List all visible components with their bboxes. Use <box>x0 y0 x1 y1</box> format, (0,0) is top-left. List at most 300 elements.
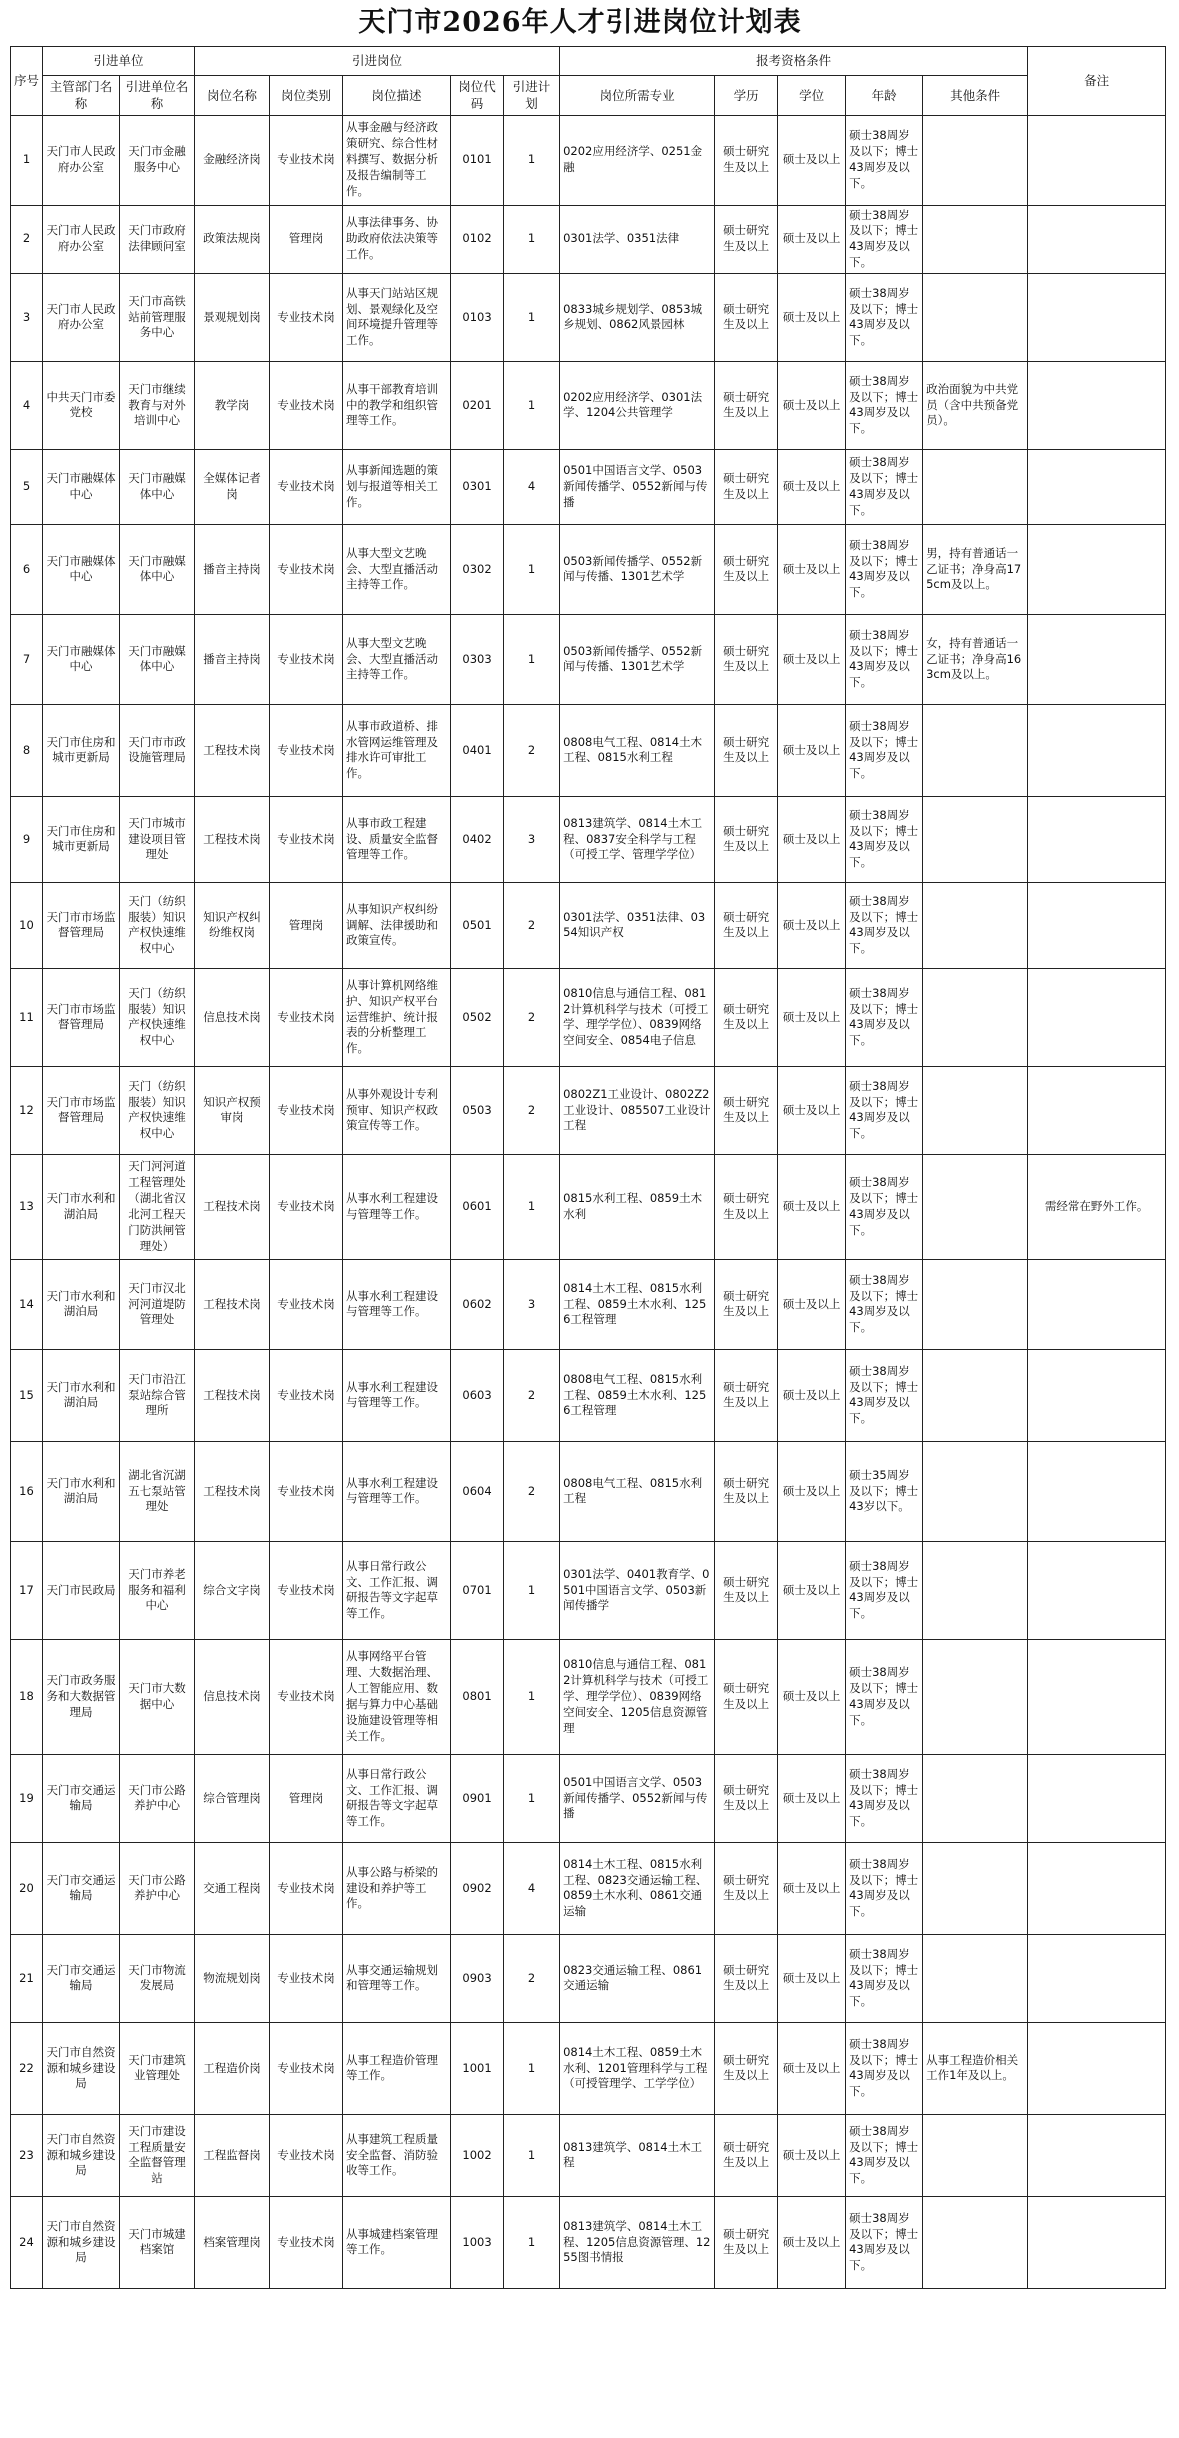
cell-seq: 14 <box>11 1259 43 1349</box>
cell-post-code: 1003 <box>451 2196 504 2288</box>
cell-post-desc: 从事水利工程建设与管理等工作。 <box>343 1259 451 1349</box>
table-row <box>11 1934 1166 2022</box>
cell-dept: 天门市住房和城市更新局 <box>43 704 120 796</box>
cell-dept: 天门市自然资源和城乡建设局 <box>43 2114 120 2196</box>
cell-dept: 天门市市场监督管理局 <box>43 882 120 968</box>
cell-major: 0813建筑学、0814土木工程、0837安全科学与工程（可授工学、管理学学位） <box>560 796 715 882</box>
cell-major: 0810信息与通信工程、0812计算机科学与技术（可授工学、理学学位）、0839网络空间安全、0854电子信息 <box>560 968 715 1066</box>
cell-degree: 硕士及以上 <box>778 1934 846 2022</box>
cell-other <box>923 1842 1028 1934</box>
cell-post-desc: 从事金融与经济政策研究、综合性材料撰写、数据分析及报告编制等工作。 <box>343 115 451 205</box>
cell-seq: 19 <box>11 1754 43 1842</box>
cell-dept: 天门市政务服务和大数据管理局 <box>43 1639 120 1754</box>
cell-post-code: 0101 <box>451 115 504 205</box>
cell-remark <box>1028 361 1166 449</box>
table-body <box>11 115 1166 2288</box>
cell-degree: 硕士及以上 <box>778 1441 846 1541</box>
cell-remark <box>1028 115 1166 205</box>
cell-plan: 3 <box>504 796 560 882</box>
cell-age: 硕士38周岁及以下；博士43周岁及以下。 <box>846 882 923 968</box>
cell-post-name: 物流规划岗 <box>195 1934 270 2022</box>
cell-post-type: 专业技术岗 <box>270 361 343 449</box>
cell-post-name: 工程造价岗 <box>195 2022 270 2114</box>
cell-post-code: 1002 <box>451 2114 504 2196</box>
cell-dept: 天门市自然资源和城乡建设局 <box>43 2022 120 2114</box>
cell-post-name: 教学岗 <box>195 361 270 449</box>
cell-plan: 1 <box>504 614 560 704</box>
cell-plan: 1 <box>504 1541 560 1639</box>
cell-other: 政治面貌为中共党员（含中共预备党员）。 <box>923 361 1028 449</box>
cell-other <box>923 1259 1028 1349</box>
positions-table <box>10 46 1166 2289</box>
table-row <box>11 205 1166 273</box>
cell-post-name: 知识产权纠纷维权岗 <box>195 882 270 968</box>
cell-major: 0833城乡规划学、0853城乡规划、0862风景园林 <box>560 273 715 361</box>
cell-age: 硕士38周岁及以下；博士43周岁及以下。 <box>846 1842 923 1934</box>
cell-unit: 天门市公路养护中心 <box>120 1754 195 1842</box>
cell-other <box>923 273 1028 361</box>
cell-edu: 硕士研究生及以上 <box>715 614 778 704</box>
cell-seq: 9 <box>11 796 43 882</box>
table-row <box>11 1154 1166 1259</box>
cell-edu: 硕士研究生及以上 <box>715 115 778 205</box>
cell-degree: 硕士及以上 <box>778 2196 846 2288</box>
cell-age: 硕士38周岁及以下；博士43周岁及以下。 <box>846 1541 923 1639</box>
cell-plan: 1 <box>504 273 560 361</box>
cell-post-code: 0401 <box>451 704 504 796</box>
cell-post-type: 专业技术岗 <box>270 1639 343 1754</box>
cell-other <box>923 1541 1028 1639</box>
cell-remark <box>1028 968 1166 1066</box>
table-row <box>11 1259 1166 1349</box>
cell-post-code: 0503 <box>451 1066 504 1154</box>
cell-edu: 硕士研究生及以上 <box>715 1842 778 1934</box>
cell-post-name: 播音主持岗 <box>195 614 270 704</box>
cell-post-name: 工程监督岗 <box>195 2114 270 2196</box>
cell-remark <box>1028 704 1166 796</box>
cell-post-code: 0301 <box>451 449 504 524</box>
cell-post-desc: 从事知识产权纠纷调解、法律援助和政策宣传。 <box>343 882 451 968</box>
cell-seq: 7 <box>11 614 43 704</box>
cell-post-code: 0303 <box>451 614 504 704</box>
cell-edu: 硕士研究生及以上 <box>715 1541 778 1639</box>
cell-post-type: 专业技术岗 <box>270 704 343 796</box>
cell-major: 0802Z1工业设计、0802Z2工业设计、085507工业设计工程 <box>560 1066 715 1154</box>
cell-unit: 天门（纺织服装）知识产权快速维权中心 <box>120 1066 195 1154</box>
header-post-group: 引进岗位 <box>195 47 560 76</box>
cell-post-desc: 从事交通运输规划和管理等工作。 <box>343 1934 451 2022</box>
cell-other <box>923 796 1028 882</box>
cell-dept: 天门市融媒体中心 <box>43 614 120 704</box>
cell-major: 0815水利工程、0859土木水利 <box>560 1154 715 1259</box>
cell-post-desc: 从事外观设计专利预审、知识产权政策宣传等工作。 <box>343 1066 451 1154</box>
cell-age: 硕士38周岁及以下；博士43周岁及以下。 <box>846 2196 923 2288</box>
table-row <box>11 1541 1166 1639</box>
table-row <box>11 115 1166 205</box>
cell-edu: 硕士研究生及以上 <box>715 361 778 449</box>
header-other: 其他条件 <box>923 76 1028 116</box>
cell-edu: 硕士研究生及以上 <box>715 1154 778 1259</box>
cell-remark <box>1028 2114 1166 2196</box>
cell-plan: 2 <box>504 968 560 1066</box>
cell-plan: 1 <box>504 205 560 273</box>
cell-dept: 天门市融媒体中心 <box>43 524 120 614</box>
cell-unit: 天门市城建档案馆 <box>120 2196 195 2288</box>
table-row <box>11 2196 1166 2288</box>
cell-seq: 17 <box>11 1541 43 1639</box>
cell-degree: 硕士及以上 <box>778 361 846 449</box>
cell-other: 从事工程造价相关工作1年及以上。 <box>923 2022 1028 2114</box>
cell-post-name: 金融经济岗 <box>195 115 270 205</box>
cell-degree: 硕士及以上 <box>778 796 846 882</box>
cell-other: 女，持有普通话一乙证书；净身高163cm及以上。 <box>923 614 1028 704</box>
cell-degree: 硕士及以上 <box>778 704 846 796</box>
cell-age: 硕士35周岁及以下；博士43岁以下。 <box>846 1441 923 1541</box>
cell-remark <box>1028 1639 1166 1754</box>
cell-post-code: 0901 <box>451 1754 504 1842</box>
cell-unit: 天门市高铁站前管理服务中心 <box>120 273 195 361</box>
table-row <box>11 796 1166 882</box>
cell-unit: 天门市融媒体中心 <box>120 614 195 704</box>
table-row <box>11 1066 1166 1154</box>
cell-degree: 硕士及以上 <box>778 524 846 614</box>
cell-major: 0503新闻传播学、0552新闻与传播、1301艺术学 <box>560 524 715 614</box>
cell-post-code: 0102 <box>451 205 504 273</box>
cell-remark <box>1028 205 1166 273</box>
cell-plan: 2 <box>504 1066 560 1154</box>
cell-post-type: 专业技术岗 <box>270 1541 343 1639</box>
header-seq: 序号 <box>11 47 43 116</box>
cell-dept: 天门市市场监督管理局 <box>43 1066 120 1154</box>
cell-remark <box>1028 1934 1166 2022</box>
cell-unit: 湖北省沉湖五七泵站管理处 <box>120 1441 195 1541</box>
table-row <box>11 1842 1166 1934</box>
cell-edu: 硕士研究生及以上 <box>715 2114 778 2196</box>
header-unit: 引进单位名称 <box>120 76 195 116</box>
cell-degree: 硕士及以上 <box>778 205 846 273</box>
cell-seq: 8 <box>11 704 43 796</box>
table-row <box>11 273 1166 361</box>
cell-major: 0202应用经济学、0301法学、1204公共管理学 <box>560 361 715 449</box>
cell-seq: 15 <box>11 1349 43 1441</box>
cell-edu: 硕士研究生及以上 <box>715 1934 778 2022</box>
cell-age: 硕士38周岁及以下；博士43周岁及以下。 <box>846 796 923 882</box>
cell-seq: 20 <box>11 1842 43 1934</box>
cell-unit: 天门市沿江泵站综合管理所 <box>120 1349 195 1441</box>
table-row <box>11 2022 1166 2114</box>
cell-post-desc: 从事干部教育培训中的教学和组织管理等工作。 <box>343 361 451 449</box>
cell-post-code: 0302 <box>451 524 504 614</box>
cell-unit: 天门市大数据中心 <box>120 1639 195 1754</box>
cell-seq: 13 <box>11 1154 43 1259</box>
cell-unit: 天门（纺织服装）知识产权快速维权中心 <box>120 968 195 1066</box>
cell-major: 0301法学、0351法律 <box>560 205 715 273</box>
cell-post-name: 综合文字岗 <box>195 1541 270 1639</box>
cell-remark <box>1028 614 1166 704</box>
cell-post-type: 专业技术岗 <box>270 524 343 614</box>
cell-degree: 硕士及以上 <box>778 1259 846 1349</box>
cell-seq: 2 <box>11 205 43 273</box>
header-post-desc: 岗位描述 <box>343 76 451 116</box>
cell-post-name: 信息技术岗 <box>195 1639 270 1754</box>
cell-age: 硕士38周岁及以下；博士43周岁及以下。 <box>846 1349 923 1441</box>
cell-plan: 2 <box>504 1934 560 2022</box>
cell-degree: 硕士及以上 <box>778 1066 846 1154</box>
cell-post-name: 信息技术岗 <box>195 968 270 1066</box>
cell-post-type: 专业技术岗 <box>270 2114 343 2196</box>
cell-post-name: 全媒体记者岗 <box>195 449 270 524</box>
cell-seq: 10 <box>11 882 43 968</box>
cell-post-desc: 从事法律事务、协助政府依法决策等工作。 <box>343 205 451 273</box>
cell-other <box>923 1639 1028 1754</box>
cell-post-code: 1001 <box>451 2022 504 2114</box>
cell-post-desc: 从事城建档案管理等工作。 <box>343 2196 451 2288</box>
cell-seq: 18 <box>11 1639 43 1754</box>
cell-major: 0813建筑学、0814土木工程 <box>560 2114 715 2196</box>
header-conditions-group: 报考资格条件 <box>560 47 1028 76</box>
cell-unit: 天门市金融服务中心 <box>120 115 195 205</box>
cell-edu: 硕士研究生及以上 <box>715 1754 778 1842</box>
cell-dept: 天门市融媒体中心 <box>43 449 120 524</box>
cell-remark <box>1028 1259 1166 1349</box>
table-row <box>11 449 1166 524</box>
cell-post-type: 专业技术岗 <box>270 796 343 882</box>
cell-age: 硕士38周岁及以下；博士43周岁及以下。 <box>846 1259 923 1349</box>
cell-dept: 天门市住房和城市更新局 <box>43 796 120 882</box>
cell-plan: 1 <box>504 1639 560 1754</box>
cell-post-code: 0902 <box>451 1842 504 1934</box>
header-remark: 备注 <box>1028 47 1166 116</box>
header-plan: 引进计划 <box>504 76 560 116</box>
cell-dept: 天门市人民政府办公室 <box>43 273 120 361</box>
cell-seq: 16 <box>11 1441 43 1541</box>
cell-unit: 天门市城市建设项目管理处 <box>120 796 195 882</box>
cell-post-desc: 从事大型文艺晚会、大型直播活动主持等工作。 <box>343 524 451 614</box>
cell-edu: 硕士研究生及以上 <box>715 1639 778 1754</box>
cell-remark <box>1028 449 1166 524</box>
cell-age: 硕士38周岁及以下；博士43周岁及以下。 <box>846 273 923 361</box>
cell-edu: 硕士研究生及以上 <box>715 1349 778 1441</box>
cell-other <box>923 1066 1028 1154</box>
cell-other <box>923 1154 1028 1259</box>
cell-post-code: 0602 <box>451 1259 504 1349</box>
cell-unit: 天门市继续教育与对外培训中心 <box>120 361 195 449</box>
cell-degree: 硕士及以上 <box>778 449 846 524</box>
header-dept: 主管部门名称 <box>43 76 120 116</box>
cell-age: 硕士38周岁及以下；博士43周岁及以下。 <box>846 1154 923 1259</box>
cell-post-name: 政策法规岗 <box>195 205 270 273</box>
cell-other <box>923 2196 1028 2288</box>
cell-post-desc: 从事水利工程建设与管理等工作。 <box>343 1349 451 1441</box>
cell-major: 0501中国语言文学、0503新闻传播学、0552新闻与传播 <box>560 1754 715 1842</box>
cell-post-code: 0601 <box>451 1154 504 1259</box>
cell-dept: 天门市水利和湖泊局 <box>43 1441 120 1541</box>
cell-plan: 2 <box>504 704 560 796</box>
cell-age: 硕士38周岁及以下；博士43周岁及以下。 <box>846 2114 923 2196</box>
cell-post-code: 0801 <box>451 1639 504 1754</box>
cell-major: 0823交通运输工程、0861交通运输 <box>560 1934 715 2022</box>
cell-remark <box>1028 1754 1166 1842</box>
cell-seq: 4 <box>11 361 43 449</box>
cell-seq: 3 <box>11 273 43 361</box>
table-row <box>11 968 1166 1066</box>
cell-dept: 天门市人民政府办公室 <box>43 205 120 273</box>
cell-post-desc: 从事日常行政公文、工作汇报、调研报告等文字起草等工作。 <box>343 1541 451 1639</box>
header-degree: 学位 <box>778 76 846 116</box>
cell-major: 0814土木工程、0859土木水利、1201管理科学与工程（可授管理学、工学学位） <box>560 2022 715 2114</box>
cell-age: 硕士38周岁及以下；博士43周岁及以下。 <box>846 704 923 796</box>
cell-unit: 天门市养老服务和福利中心 <box>120 1541 195 1639</box>
cell-post-type: 专业技术岗 <box>270 115 343 205</box>
document-title: 天门市2026年人才引进岗位计划表 <box>358 7 802 38</box>
cell-other <box>923 115 1028 205</box>
cell-seq: 5 <box>11 449 43 524</box>
cell-remark: 需经常在野外工作。 <box>1028 1154 1166 1259</box>
cell-remark <box>1028 2022 1166 2114</box>
cell-post-desc: 从事大型文艺晚会、大型直播活动主持等工作。 <box>343 614 451 704</box>
table-row <box>11 1441 1166 1541</box>
cell-major: 0810信息与通信工程、0812计算机科学与技术（可授工学、理学学位）、0839网络空间安全、1205信息资源管理 <box>560 1639 715 1754</box>
cell-degree: 硕士及以上 <box>778 614 846 704</box>
header-major: 岗位所需专业 <box>560 76 715 116</box>
table-row <box>11 524 1166 614</box>
cell-post-type: 专业技术岗 <box>270 2196 343 2288</box>
table-row <box>11 704 1166 796</box>
cell-unit: 天门市建设工程质量安全监督管理站 <box>120 2114 195 2196</box>
cell-edu: 硕士研究生及以上 <box>715 205 778 273</box>
cell-post-type: 专业技术岗 <box>270 449 343 524</box>
cell-post-type: 专业技术岗 <box>270 614 343 704</box>
cell-unit: 天门市建筑业管理处 <box>120 2022 195 2114</box>
cell-dept: 天门市自然资源和城乡建设局 <box>43 2196 120 2288</box>
cell-post-type: 专业技术岗 <box>270 968 343 1066</box>
header-age: 年龄 <box>846 76 923 116</box>
header-edu: 学历 <box>715 76 778 116</box>
cell-post-type: 专业技术岗 <box>270 1441 343 1541</box>
cell-unit: 天门河河道工程管理处（湖北省汉北河工程天门防洪闸管理处） <box>120 1154 195 1259</box>
cell-other <box>923 205 1028 273</box>
cell-other <box>923 1754 1028 1842</box>
cell-unit: 天门市汉北河河道堤防管理处 <box>120 1259 195 1349</box>
cell-post-name: 播音主持岗 <box>195 524 270 614</box>
cell-degree: 硕士及以上 <box>778 273 846 361</box>
cell-major: 0301法学、0401教育学、0501中国语言文学、0503新闻传播学 <box>560 1541 715 1639</box>
table-row <box>11 1754 1166 1842</box>
cell-edu: 硕士研究生及以上 <box>715 449 778 524</box>
cell-post-code: 0402 <box>451 796 504 882</box>
cell-plan: 4 <box>504 449 560 524</box>
cell-unit: 天门市政府法律顾问室 <box>120 205 195 273</box>
cell-age: 硕士38周岁及以下；博士43周岁及以下。 <box>846 361 923 449</box>
cell-plan: 1 <box>504 1154 560 1259</box>
cell-edu: 硕士研究生及以上 <box>715 524 778 614</box>
cell-age: 硕士38周岁及以下；博士43周岁及以下。 <box>846 115 923 205</box>
cell-major: 0813建筑学、0814土木工程、1205信息资源管理、1255图书情报 <box>560 2196 715 2288</box>
cell-major: 0503新闻传播学、0552新闻与传播、1301艺术学 <box>560 614 715 704</box>
cell-post-desc: 从事水利工程建设与管理等工作。 <box>343 1154 451 1259</box>
cell-major: 0808电气工程、0815水利工程 <box>560 1441 715 1541</box>
cell-post-type: 专业技术岗 <box>270 1259 343 1349</box>
cell-post-name: 工程技术岗 <box>195 1154 270 1259</box>
cell-dept: 天门市交通运输局 <box>43 1934 120 2022</box>
header-post-type: 岗位类别 <box>270 76 343 116</box>
cell-dept: 天门市市场监督管理局 <box>43 968 120 1066</box>
cell-degree: 硕士及以上 <box>778 1842 846 1934</box>
cell-plan: 2 <box>504 1441 560 1541</box>
cell-post-desc: 从事水利工程建设与管理等工作。 <box>343 1441 451 1541</box>
cell-edu: 硕士研究生及以上 <box>715 796 778 882</box>
cell-major: 0301法学、0351法律、0354知识产权 <box>560 882 715 968</box>
cell-post-name: 交通工程岗 <box>195 1842 270 1934</box>
table-row <box>11 1349 1166 1441</box>
cell-post-desc: 从事市政道桥、排水管网运维管理及排水许可审批工作。 <box>343 704 451 796</box>
cell-age: 硕士38周岁及以下；博士43周岁及以下。 <box>846 1066 923 1154</box>
cell-dept: 天门市人民政府办公室 <box>43 115 120 205</box>
cell-other <box>923 449 1028 524</box>
cell-major: 0808电气工程、0814土木工程、0815水利工程 <box>560 704 715 796</box>
cell-other <box>923 1934 1028 2022</box>
cell-other <box>923 1349 1028 1441</box>
cell-age: 硕士38周岁及以下；博士43周岁及以下。 <box>846 968 923 1066</box>
cell-edu: 硕士研究生及以上 <box>715 273 778 361</box>
cell-age: 硕士38周岁及以下；博士43周岁及以下。 <box>846 449 923 524</box>
cell-degree: 硕士及以上 <box>778 2114 846 2196</box>
cell-unit: 天门市物流发展局 <box>120 1934 195 2022</box>
cell-major: 0808电气工程、0815水利工程、0859土木水利、1256工程管理 <box>560 1349 715 1441</box>
cell-age: 硕士38周岁及以下；博士43周岁及以下。 <box>846 2022 923 2114</box>
cell-post-code: 0103 <box>451 273 504 361</box>
cell-remark <box>1028 1842 1166 1934</box>
cell-edu: 硕士研究生及以上 <box>715 1259 778 1349</box>
cell-remark <box>1028 1541 1166 1639</box>
cell-post-code: 0701 <box>451 1541 504 1639</box>
cell-remark <box>1028 2196 1166 2288</box>
cell-age: 硕士38周岁及以下；博士43周岁及以下。 <box>846 614 923 704</box>
cell-post-type: 专业技术岗 <box>270 1066 343 1154</box>
cell-post-name: 综合管理岗 <box>195 1754 270 1842</box>
cell-unit: 天门市融媒体中心 <box>120 524 195 614</box>
cell-other <box>923 882 1028 968</box>
cell-post-code: 0604 <box>451 1441 504 1541</box>
cell-age: 硕士38周岁及以下；博士43周岁及以下。 <box>846 205 923 273</box>
cell-degree: 硕士及以上 <box>778 882 846 968</box>
cell-degree: 硕士及以上 <box>778 1541 846 1639</box>
cell-post-desc: 从事建筑工程质量安全监督、消防验收等工作。 <box>343 2114 451 2196</box>
cell-other <box>923 1441 1028 1541</box>
cell-age: 硕士38周岁及以下；博士43周岁及以下。 <box>846 1754 923 1842</box>
cell-dept: 天门市交通运输局 <box>43 1842 120 1934</box>
cell-major: 0501中国语言文学、0503新闻传播学、0552新闻与传播 <box>560 449 715 524</box>
cell-post-type: 专业技术岗 <box>270 1842 343 1934</box>
cell-remark <box>1028 1441 1166 1541</box>
cell-other <box>923 968 1028 1066</box>
cell-post-type: 专业技术岗 <box>270 1349 343 1441</box>
cell-age: 硕士38周岁及以下；博士43周岁及以下。 <box>846 1639 923 1754</box>
cell-major: 0814土木工程、0815水利工程、0823交通运输工程、0859土木水利、0861交通运输 <box>560 1842 715 1934</box>
cell-post-desc: 从事天门站站区规划、景观绿化及空间环境提升管理等工作。 <box>343 273 451 361</box>
cell-post-name: 工程技术岗 <box>195 1259 270 1349</box>
cell-post-desc: 从事市政工程建设、质量安全监督管理等工作。 <box>343 796 451 882</box>
table-row <box>11 882 1166 968</box>
cell-plan: 2 <box>504 1349 560 1441</box>
cell-post-code: 0501 <box>451 882 504 968</box>
cell-seq: 12 <box>11 1066 43 1154</box>
cell-remark <box>1028 273 1166 361</box>
cell-seq: 21 <box>11 1934 43 2022</box>
cell-plan: 3 <box>504 1259 560 1349</box>
cell-plan: 2 <box>504 882 560 968</box>
cell-post-name: 工程技术岗 <box>195 1441 270 1541</box>
